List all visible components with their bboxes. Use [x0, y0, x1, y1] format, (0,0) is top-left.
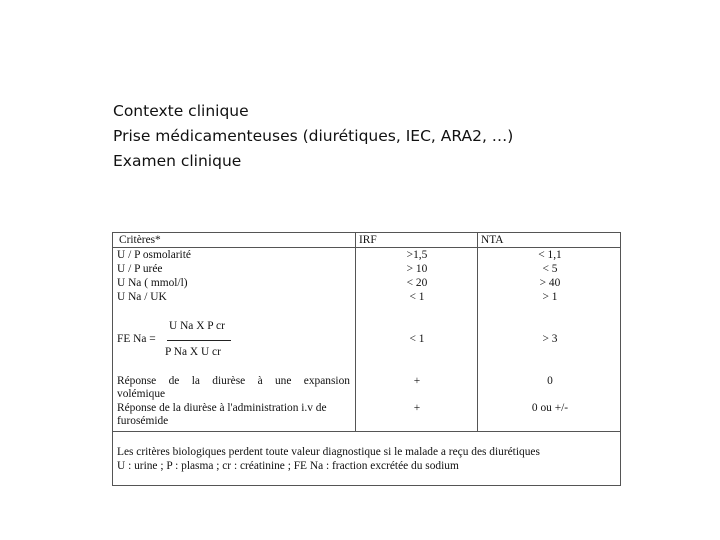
criterion-furosemide: Réponse de la diurèse à l'administration i.v de — [117, 402, 327, 414]
fena-fraction-bar — [167, 340, 231, 341]
criterion-urinary-sodium: U Na ( mmol/l) — [117, 277, 188, 289]
fena-prefix: FE Na = — [117, 333, 156, 345]
footnote-diuretics: Les critères biologiques perdent toute valeur diagnostique si le malade a reçu des diurétiques — [117, 446, 540, 458]
column-divider-irf — [355, 233, 356, 431]
nta-furosemide: 0 ou +/- — [531, 402, 569, 414]
irf-urea: > 10 — [406, 263, 428, 275]
irf-volume-expansion: + — [413, 375, 421, 387]
irf-furosemide: + — [413, 402, 421, 414]
fena-numerator: U Na X P cr — [169, 320, 225, 332]
nta-na-k-ratio: > 1 — [542, 291, 558, 303]
irf-fena: < 1 — [409, 333, 425, 345]
criterion-furosemide-cont: furosémide — [117, 415, 169, 427]
footnote-divider — [113, 431, 620, 432]
header-nta: NTA — [481, 234, 504, 246]
intro-line-context: Contexte clinique — [113, 102, 249, 120]
nta-urea: < 5 — [542, 263, 558, 275]
header-divider — [113, 247, 620, 248]
header-irf: IRF — [359, 234, 377, 246]
criterion-osmolarity: U / P osmolarité — [117, 249, 191, 261]
intro-text — [113, 99, 513, 174]
nta-osmolarity: < 1,1 — [538, 249, 562, 261]
diagnostic-table — [112, 232, 621, 486]
intro-line-medications: Prise médicamenteuses (diurétiques, IEC, ARA2, …) — [113, 127, 514, 145]
footnote-abbreviations: U : urine ; P : plasma ; cr : créatinine ; FE Na : fraction excrétée du sodium — [117, 460, 459, 472]
fena-denominator: P Na X U cr — [165, 346, 221, 358]
irf-na-k-ratio: < 1 — [409, 291, 425, 303]
header-criteria: Critères* — [119, 234, 161, 246]
criterion-na-k-ratio: U Na / UK — [117, 291, 167, 303]
criterion-urea: U / P urée — [117, 263, 163, 275]
column-divider-nta — [477, 233, 478, 431]
nta-fena: > 3 — [542, 333, 558, 345]
intro-line-exam: Examen clinique — [113, 152, 242, 170]
nta-urinary-sodium: > 40 — [539, 277, 561, 289]
criterion-volume-expansion: Réponse de la diurèse à une expansion — [117, 375, 350, 387]
nta-volume-expansion: 0 — [547, 375, 553, 387]
irf-urinary-sodium: < 20 — [406, 277, 428, 289]
irf-osmolarity: >1,5 — [406, 249, 428, 261]
criterion-volume-expansion-cont: volémique — [117, 388, 166, 400]
